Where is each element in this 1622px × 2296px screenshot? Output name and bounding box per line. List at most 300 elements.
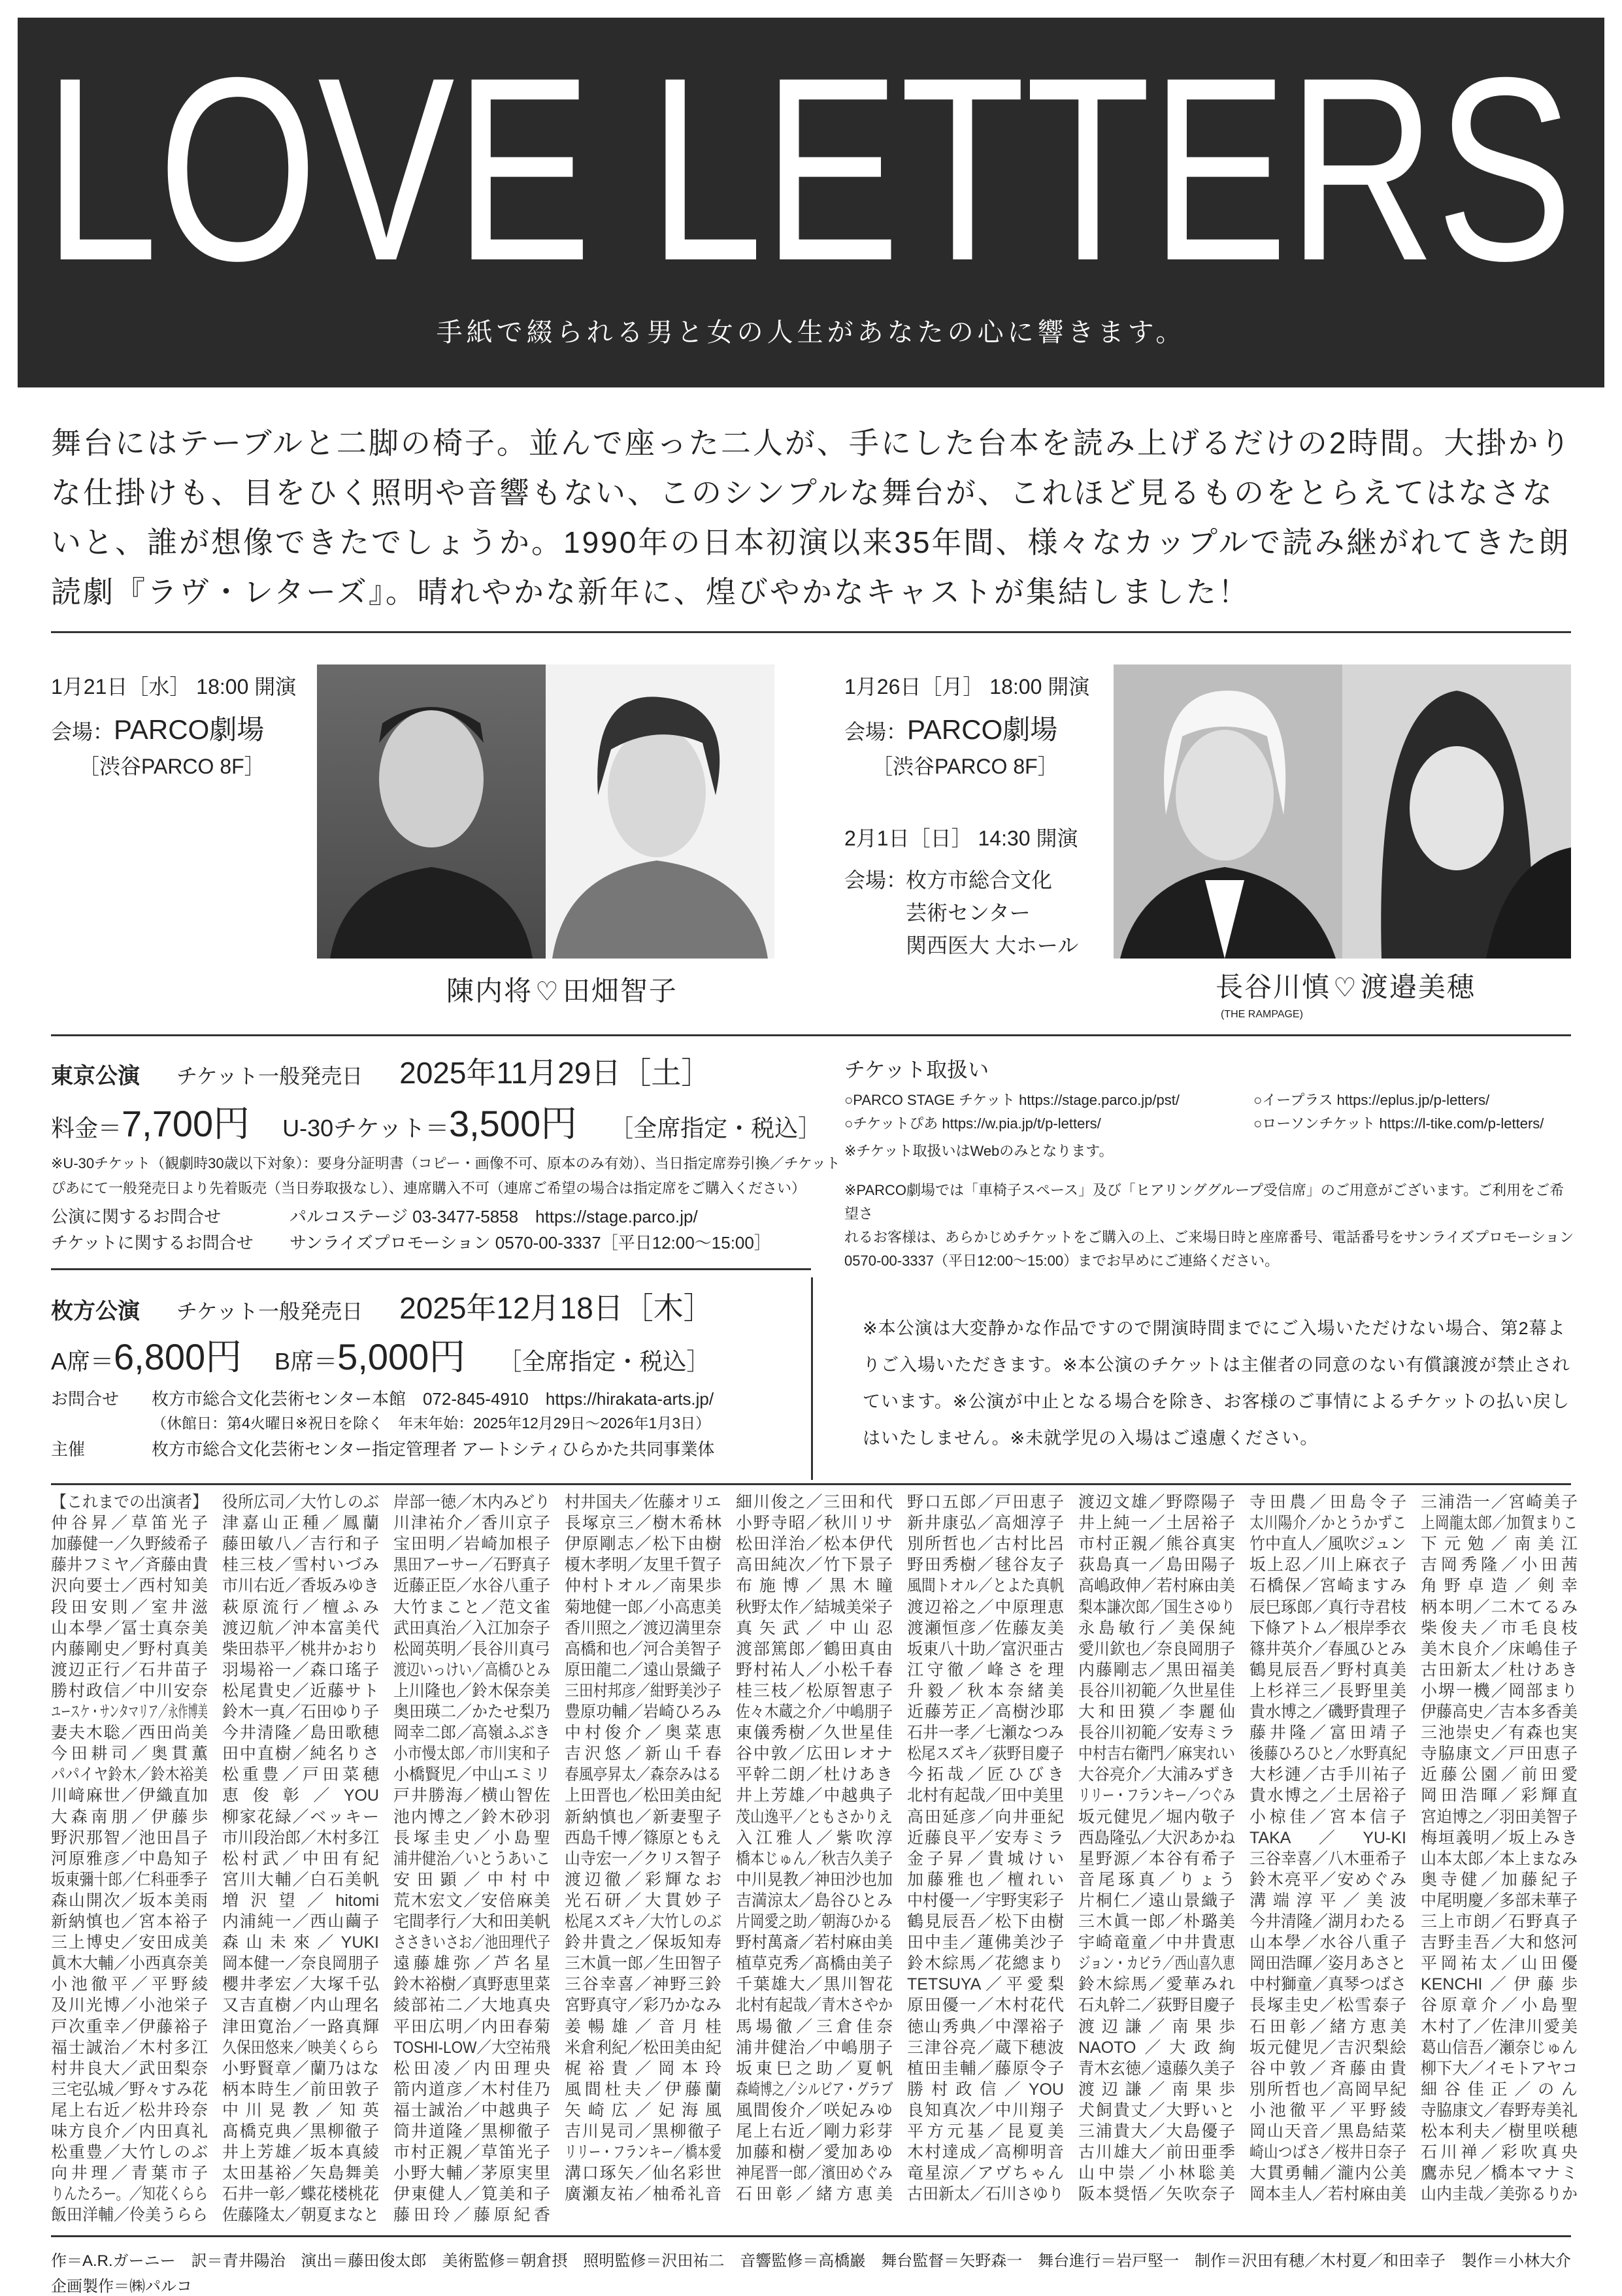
cast-pair: 太川陽介／かとうかずこ (1250, 1514, 1407, 1533)
cast-pair: 及川光博／小池栄子 (51, 1996, 208, 2015)
cast-pair: 村井国夫／佐藤オリエ (565, 1493, 721, 1511)
cast-pair: 寺脇康文／春野寿美礼 (1421, 2101, 1578, 2120)
cast-pair: 綾部祐二／大地真央 (393, 1996, 550, 2015)
cast-pair: 筒井道隆／黒柳徹子 (393, 2122, 550, 2140)
cast-pair: 加藤雅也／檀れい (907, 1870, 1064, 1889)
cast-pair: TETSUYA／平愛梨 (907, 1975, 1064, 1994)
tokyo-sale-label: チケット一般発売日 (176, 1064, 363, 1088)
cast-pair: 浦井健治／中嶋朋子 (736, 2038, 893, 2057)
portrait-image (317, 664, 546, 959)
cast-pair: 吉沢悠／新山千春 (565, 1745, 721, 1763)
cast-pair: 近藤公園／前田愛 (1421, 1765, 1578, 1784)
cast-pair: 飯田洋輔／伶美うらら (51, 2206, 208, 2225)
cast-pair: 片岡愛之助／朝海ひかる (736, 1912, 893, 1931)
cast-pair: 岡山天音／黒島結菜 (1250, 2122, 1406, 2140)
price-value: 7,700円 (122, 1103, 250, 1144)
cast-pair: 竜星涼／アヴちゃん (907, 2164, 1064, 2183)
tokyo-price (51, 1095, 250, 1147)
organizer-label: 主催 (51, 1439, 86, 1459)
cast-pair: 松本利夫／樹里咲穂 (1421, 2122, 1578, 2140)
credit-item: 舞台進行＝岩戸堅一 (1038, 2252, 1180, 2270)
cast-pair: 阪本奨悟／矢吹奈子 (1078, 2185, 1235, 2204)
credit-item: 制作＝沢田有穂／木村夏／和田幸子 (1195, 2252, 1446, 2270)
ticket-outlet-list (844, 1091, 1575, 1133)
divider (51, 631, 1571, 633)
accessibility-note: れるお客様は、あらかじめチケットをご購入の上、ご来場日時と座席番号、電話番号をサンライズプロモーション (844, 1229, 1574, 1245)
portrait-image (1114, 664, 1342, 959)
cast-pair: 三上博史／安田成美 (51, 1933, 208, 1952)
cast-pair: 柳家花緑／ベッキー (222, 1807, 379, 1826)
cast-pair: 鈴木一真／石田ゆり子 (222, 1703, 380, 1721)
cast-pair: 吉満涼太／島谷ひとみ (736, 1891, 893, 1910)
credit-item: 美術監修＝朝倉摂 (442, 2252, 568, 2270)
cast-pair: 上川隆也／鈴木保奈美 (393, 1681, 551, 1700)
cast-pair: 秋野太作／結城美栄子 (736, 1598, 893, 1616)
cast-pair: 橋本じゅん／秋吉久美子 (736, 1849, 893, 1868)
cast-pair: 市川右近／香坂みゆき (222, 1577, 380, 1596)
cast-pair: 髙橋克典／黒柳徹子 (222, 2122, 379, 2140)
cast-pair: 津田寛治／一路真輝 (222, 2017, 379, 2036)
cast-pair: 今田耕司／奥貫薫 (51, 1745, 208, 1763)
cast-pair: 森山未來／YUKI (222, 1933, 379, 1952)
title-logo (18, 18, 1604, 305)
cast-pair: 石川禅／彩吹真央 (1421, 2143, 1578, 2162)
cast-pair: 貴水博之／土居裕子 (1250, 1786, 1406, 1805)
portrait-image (546, 664, 774, 959)
cast-pair: 鈴木亮平／安めぐみ (1250, 1870, 1406, 1889)
cast-pair: ジョン・カビラ／西山喜久恵 (1078, 1954, 1235, 1973)
cast-pair: 廣瀬友祐／柚希礼音 (565, 2185, 721, 2204)
cast-pair: 柳下大／イモトアヤコ (1421, 2059, 1578, 2078)
inquiry-label: 公演に関するお問合せ (51, 1207, 222, 1226)
credit-item: 演出＝藤田俊太郎 (301, 2252, 427, 2270)
cast-pair: 池内博之／鈴木砂羽 (393, 1807, 550, 1826)
cast-pair: 松岡英明／長谷川真弓 (393, 1639, 551, 1658)
cast-pair: 渡辺謙／南果歩 (1078, 2017, 1235, 2036)
cast-pair: 宝田明／岩崎加根子 (393, 1535, 550, 1554)
cast-pair: 柴田恭平／桃井かおり (222, 1639, 380, 1658)
heart-icon: ♡ (1333, 974, 1358, 1002)
cast-pair: 近藤良平／安寿ミラ (907, 1828, 1064, 1847)
cast-pair: 別所哲也／高岡早紀 (1250, 2080, 1406, 2099)
cast-pair: 松尾スズキ／大竹しのぶ (565, 1912, 722, 1931)
credits (51, 2248, 1571, 2296)
cast-pair: 渡辺正行／石井苗子 (51, 1660, 208, 1679)
actor-photo-jinnai (317, 664, 546, 959)
cast-pair: 田中圭／蓮佛美沙子 (907, 1933, 1064, 1952)
cast-pair: 今拓哉／匠ひびき (907, 1765, 1064, 1784)
cast-pair: 角野卓造／剣幸 (1421, 1577, 1578, 1596)
cast-pair: 春風亭昇太／森奈みはる (565, 1765, 722, 1784)
cast-pair: 三谷幸喜／八木亜希子 (1250, 1849, 1407, 1868)
cast-pair: 三木眞一郎／朴璐美 (1078, 1912, 1235, 1931)
cast-pair: 三木眞一郎／生田智子 (565, 1954, 722, 1973)
cast-pair: 別所哲也／古村比呂 (907, 1535, 1064, 1554)
cast-pair: 鈴木綜馬／愛華みれ (1078, 1975, 1235, 1994)
cast-pair: TAKA／YU-KI (1250, 1828, 1406, 1847)
cast-pair: 岡幸二郎／高嶺ふぶき (393, 1724, 551, 1743)
accessibility-note: ※PARCO劇場では「車椅子スペース」及び「ヒアリンググループ受信席」のご用意がございます。ご利用をご希望さ (844, 1182, 1564, 1222)
cast-pair: 鶴見辰吾／野村真美 (1250, 1660, 1406, 1679)
cast-pair: 風間杜夫／伊藤蘭 (565, 2080, 721, 2099)
cast-pair: 渡辺裕之／中原理恵 (907, 1598, 1064, 1616)
cast-pair: 神尾晋一郎／濱田めぐみ (736, 2164, 893, 2183)
credit-item: 音響監修＝高橋巖 (740, 2252, 866, 2270)
cast-pair: 仲谷昇／草笛光子 (51, 1514, 208, 1533)
cast-pair: ユースケ・サンタマリア／永作博美 (51, 1703, 208, 1721)
cast-pair: 篠井英介／春風ひとみ (1250, 1639, 1407, 1658)
cast-pair: 鷹赤兒／橋本マナミ (1421, 2164, 1578, 2183)
cast-pair: 山本學／水谷八重子 (1250, 1933, 1406, 1952)
cast-pair: 馬場徹／三倉佳奈 (736, 2017, 893, 2036)
cast-pair: 長塚京三／樹木希林 (565, 1514, 721, 1533)
cast-pair: 川津祐介／香川京子 (393, 1514, 550, 1533)
cast-pair: 妻夫木聡／西田尚美 (51, 1724, 208, 1743)
cast-pair: 山中崇／小林聡美 (1078, 2164, 1235, 2183)
portrait-image (1342, 664, 1571, 959)
cast-pair: 市川段治郎／木村多江 (222, 1828, 380, 1847)
cast-pair: 藤井隆／富田靖子 (1250, 1724, 1406, 1743)
ticket-outlet-link[interactable]: ○イープラス https://eplus.jp/p-letters/ (1253, 1092, 1490, 1108)
cast-pair: 良知真次／中川翔子 (907, 2101, 1064, 2120)
cast-pair: 松田凌／内田理央 (393, 2059, 550, 2078)
cast-pair: 伊藤高史／吉本多香美 (1421, 1703, 1578, 1721)
cast-pair: 今井清隆／湖月わたる (1250, 1912, 1407, 1931)
cast-pair: 長塚圭史／松雪泰子 (1250, 1996, 1406, 2015)
title-banner (18, 18, 1604, 387)
cast-pair: 野村萬斎／若村麻由美 (736, 1933, 893, 1952)
cast-pair: 吉岡秀隆／小田茜 (1421, 1556, 1578, 1575)
cast-pair: 近藤芳正／高樹沙耶 (907, 1703, 1064, 1721)
cast-pair: 奥田瑛二／かたせ梨乃 (393, 1703, 551, 1721)
inquiry-value: サンライズプロモーション 0570-00-3337［平日12:00〜15:00］ (290, 1233, 771, 1253)
cast-pair: 岡本圭人／若村麻由美 (1250, 2185, 1407, 2204)
cast-pair: パパイヤ鈴木／鈴木裕美 (51, 1765, 208, 1784)
cast-pair: 布施博／黒木瞳 (736, 1577, 893, 1596)
u30-note: ぴあにて一般発売日より先着販売（当日券取扱なし）、連席購入不可（連席ご希望の場合は指定席をご購入ください） (51, 1180, 806, 1196)
cast-pair: 中村優一／宇野実彩子 (907, 1891, 1065, 1910)
cast-pair: 森山開次／坂本美雨 (51, 1891, 208, 1910)
intro-paragraph: 舞台にはテーブルと二脚の椅子。並んで座った二人が、手にした台本を読み上げるだけの2時間。大掛かりな仕掛けも、目をひく照明や音響もない、このシンプルな舞台が、これほど見るものをとらえてはなさないと、誰が想像できたでしょうか。1990年の日本初演以来35年間、様々なカップルで読み継がれてきた朗読劇『ラヴ・レターズ』。晴れやかな新年に、煌びやかなキャストが集結しました！ (51, 426, 1572, 609)
cast-pair: 後藤ひろひと／水野真紀 (1250, 1745, 1407, 1763)
cast-pair: 鈴木綜馬／花總まり (907, 1954, 1064, 1973)
cast-pair: 青木玄徳／遠藤久美子 (1078, 2059, 1236, 2078)
cast-pair: 梅垣義明／坂上みき (1421, 1828, 1578, 1847)
u30-value: 3,500円 (448, 1103, 578, 1144)
cast-pair: 宇崎竜童／中井貴恵 (1078, 1933, 1235, 1952)
cast-pair: 米倉利紀／松田美由紀 (565, 2038, 722, 2057)
cast-pair: 勝村政信／YOU (907, 2080, 1064, 2099)
cast-pair: 中村獅童／真琴つばさ (1250, 1975, 1407, 1994)
cast-pair: 小椋佳／宮本信子 (1250, 1807, 1406, 1826)
cast-pair: 荒木宏文／安倍麻美 (393, 1891, 550, 1910)
actress-name: 渡邉美穂 (1360, 972, 1476, 1002)
cast-pair: 三池崇史／有森也実 (1421, 1724, 1578, 1743)
cast-pair: 野田秀樹／毬谷友子 (907, 1556, 1064, 1575)
cast-pair: 鈴木裕樹／真野恵里菜 (393, 1975, 551, 1994)
cast-pair: 三上市朗／石野真子 (1421, 1912, 1578, 1931)
cast-pair: 音尾琢真／りょう (1078, 1870, 1235, 1889)
cast-pair: 箭内道彦／木村佳乃 (393, 2080, 550, 2099)
cast-pair: 細川俊之／三田和代 (736, 1493, 893, 1511)
hirakata-label: 枚方公演 (51, 1299, 140, 1324)
tickets-heading: チケット取扱い (844, 1058, 989, 1081)
cast-pair: 竹中直人／風吹ジュン (1250, 1535, 1406, 1554)
hirakata-sale-date: 2025年12月18日［木］ (399, 1291, 714, 1325)
cast-pair: 中川晃教／知英 (222, 2101, 379, 2120)
cast-pair: 寺脇康文／戸田恵子 (1421, 1745, 1578, 1763)
cast-pair: 坂東彌十郎／仁科亜季子 (51, 1870, 208, 1889)
cast-pair: 佐藤隆太／朝夏まなと (222, 2206, 380, 2225)
cast-pair: 久保田悠来／映美くらら (222, 2038, 380, 2057)
cast-pair: 渡辺謙／南果歩 (1078, 2080, 1235, 2099)
cast-pair: 平幹二朗／杜けあき (736, 1765, 893, 1784)
cast-pair: 長塚圭史／小島聖 (393, 1828, 550, 1847)
cast-pair: 姜暢雄／音月桂 (565, 2017, 721, 2036)
cast-pair: 中尾明慶／多部未華子 (1421, 1891, 1578, 1910)
cast-pair: 松尾貴史／近藤サト (222, 1681, 379, 1700)
ticket-outlet-link[interactable]: ○ローソンチケット https://l-tike.com/p-letters/ (1253, 1115, 1544, 1132)
cast-pair: 尾上右近／剛力彩芽 (736, 2122, 893, 2140)
cast-pair: 細谷佳正／のん (1421, 2080, 1578, 2099)
cast-pair: 森崎博之／シルビア・グラブ (736, 2080, 893, 2099)
cast-pair: 小堺一機／岡部まり (1421, 1681, 1578, 1700)
actor-name: 長谷川慎 (1216, 972, 1331, 1002)
cast-pair: 三津谷亮／蔵下穂波 (907, 2038, 1064, 2057)
cast-pair: 坂元健児／堀内敬子 (1078, 1807, 1235, 1826)
cast-pair: 岡田浩暉／姿月あさと (1250, 1954, 1407, 1973)
perf3-venue-line: 枚方市総合文化 (906, 868, 1053, 892)
cast-pair: 石橋保／宮崎ますみ (1250, 1577, 1406, 1596)
cast-pair: 藤田玲／藤原紀香 (393, 2206, 550, 2225)
cast-pair: 高田延彦／向井亜紀 (907, 1807, 1064, 1826)
cast-pair: 高田純次／竹下景子 (736, 1556, 893, 1575)
cast-pair: 東儀秀樹／久世星佳 (736, 1724, 893, 1743)
cast-pair: 美木良介／床嶋佳子 (1421, 1639, 1578, 1658)
closed-days-note: （休館日：第4火曜日※祝日を除く 年末年始：2025年12月29日〜2026年1月3日） (152, 1415, 711, 1432)
cast-pair: 福士誠治／木村多江 (51, 2038, 208, 2057)
pair-names-2 (1216, 966, 1476, 1005)
a-seat-value: 6,800円 (114, 1336, 242, 1377)
cast-pair: 高嶋政伸／若村麻由美 (1078, 1577, 1236, 1596)
cast-pair: 宅間孝行／大和田美帆 (393, 1912, 551, 1931)
cast-pair: 藤井フミヤ／斉藤由貴 (51, 1556, 208, 1575)
cast-pair: 仲村トオル／南果歩 (565, 1577, 721, 1596)
cast-pair: 菊地健一郎／小高恵美 (565, 1598, 722, 1616)
divider (51, 1268, 811, 1270)
cast-pair: 山本學／冨士真奈美 (51, 1618, 208, 1637)
cast-pair: 坂東八十助／富沢亜古 (907, 1639, 1065, 1658)
u30-note: ※U-30チケット（観劇時30歳以下対象）：要身分証明書（コピー・画像不可、原本のみ有効）、当日指定席券引換／チケット (51, 1155, 840, 1172)
actor-name: 陳内将 (446, 976, 533, 1006)
cast-pair: 大竹まこと／范文雀 (393, 1598, 550, 1616)
cast-pair: 櫻井孝宏／大塚千弘 (222, 1975, 379, 1994)
cast-pair: 市村正親／熊谷真実 (1078, 1535, 1235, 1554)
cast-pair: 近藤正臣／水谷八重子 (393, 1577, 551, 1596)
past-cast-heading: 【これまでの出演者】 (51, 1493, 208, 1511)
cast-pair: ささきいさお／池田理代子 (393, 1933, 551, 1952)
cast-pair: 渡辺文雄／野際陽子 (1078, 1493, 1235, 1511)
cast-pair: 勝村政信／中川安奈 (51, 1681, 208, 1700)
cast-pair: 川﨑麻世／伊織直加 (51, 1786, 208, 1805)
ticket-outlet-link[interactable]: ○PARCO STAGE チケット https://stage.parco.jp/pst/ (844, 1092, 1180, 1108)
perf1-date: 1月21日［水］ 18:00 開演 (51, 675, 297, 698)
cast-pair: 三谷幸喜／神野三鈴 (565, 1975, 721, 1994)
cast-pair: 香川照之／渡辺満里奈 (565, 1618, 722, 1637)
actor-group: (THE RAMPAGE) (1221, 1009, 1303, 1020)
cast-pair: 溝口琢矢／仙名彩世 (565, 2164, 721, 2183)
cast-pair: 黒田アーサー／石野真子 (393, 1556, 551, 1575)
cast-pair: 高橋和也／河合美智子 (565, 1639, 722, 1658)
cast-pair: 長谷川初範／安寿ミラ (1078, 1724, 1236, 1743)
cast-pair: 桂三枝／雪村いづみ (222, 1556, 379, 1575)
cast-pair: リリー・フランキー／つぐみ (1078, 1786, 1236, 1805)
seat-note: ［全席指定・税込］ (498, 1348, 710, 1375)
perf2-venue-sub: ［渋谷PARCO 8F］ (872, 755, 1059, 778)
cast-pair: 寺田農／田島令子 (1250, 1493, 1406, 1511)
cast-pair: 伊原剛志／松下由樹 (565, 1535, 721, 1554)
cast-pair: 木村了／佐津川愛美 (1421, 2017, 1578, 2036)
organizer-value: 枚方市総合文化芸術センター指定管理者 アートシティひらかた共同事業体 (152, 1439, 715, 1459)
cast-pair: 荻島真一／島田陽子 (1078, 1556, 1235, 1575)
cast-pair: 鈴井貴之／保坂知寿 (565, 1933, 721, 1952)
cast-pair: 坂上忍／川上麻衣子 (1250, 1556, 1406, 1575)
cast-pair: 西島千博／篠原ともえ (565, 1828, 722, 1847)
credit-item: 訳＝青井陽治 (191, 2252, 286, 2270)
credit-item: 照明監修＝沢田祐二 (583, 2252, 725, 2270)
venue-name: PARCO劇場 (907, 714, 1058, 745)
a-seat-price (51, 1328, 242, 1381)
cast-pair: 奥寺健／加藤紀子 (1421, 1870, 1578, 1889)
hirakata-price-row (51, 1328, 710, 1381)
cast-pair: 谷中敦／斉藤由貴 (1250, 2059, 1406, 2078)
cast-pair: 戸井勝海／横山智佐 (393, 1786, 550, 1805)
cast-pair: 宮野真守／彩乃かなみ (565, 1996, 722, 2015)
cast-pair: 渡辺いっけい／高橋ひとみ (393, 1660, 551, 1679)
a-seat-label: A席＝ (51, 1348, 114, 1375)
cast-pair: 石田彰／緒方恵美 (736, 2185, 893, 2204)
cast-pair: 原田龍二／遠山景織子 (565, 1660, 722, 1679)
subtitle: 手紙で綴られる男と女の人生があなたの心に響きます。 (436, 318, 1186, 347)
cast-pair: 内藤剛志／黒田福美 (1078, 1660, 1235, 1679)
cast-pair: 佐々木蔵之介／中嶋朋子 (736, 1703, 893, 1721)
cast-pair: 井上芳雄／中越典子 (736, 1786, 893, 1805)
actor-photo-tabata (546, 664, 774, 959)
u30-label: U-30チケット＝ (282, 1115, 449, 1141)
cast-pair: 辰巳琢郎／真行寺君枝 (1250, 1598, 1407, 1616)
cast-pair: 吉川晃司／黒柳徹子 (565, 2122, 721, 2140)
cast-pair: 沢向要士／西村知美 (51, 1577, 208, 1596)
perf3-venue-label: 会場： (844, 868, 908, 892)
venue-label: 会場： (844, 720, 908, 744)
cast-pair: 安田顕／中村中 (393, 1870, 550, 1889)
cast-pair: 片桐仁／遠山景織子 (1078, 1891, 1235, 1910)
perf3-venue-line: 関西医大 大ホール (906, 934, 1079, 957)
credit-item: 製作＝小林大介 (1461, 2252, 1571, 2270)
cast-pair: 加藤健一／久野綾希子 (51, 1535, 208, 1554)
cast-pair: 鶴見辰吾／松下由樹 (907, 1912, 1064, 1931)
cast-pair: 徳山秀典／中澤裕子 (907, 2017, 1064, 2036)
perf1-venue (51, 708, 264, 747)
cast-pair: 尾上右近／松井玲奈 (51, 2101, 208, 2120)
cast-pair: 野口五郎／戸田恵子 (907, 1493, 1064, 1511)
cast-pair: 小野賢章／蘭乃はな (222, 2059, 379, 2078)
cast-pair: 入江雅人／紫吹淳 (736, 1828, 893, 1847)
cast-pair: 武田真治／入江加奈子 (393, 1618, 551, 1637)
cast-pair: 古田新太／杜けあき (1421, 1660, 1578, 1679)
cast-pair: 津嘉山正種／鳳蘭 (222, 1514, 379, 1533)
cast-pair: 伊東健人／筧美和子 (393, 2185, 550, 2204)
cast-pair: 三浦貴大／大島優子 (1078, 2122, 1235, 2140)
cast-pair: リリー・フランキー／橋本愛 (565, 2143, 722, 2162)
inquiry-label: チケットに関するお問合せ (51, 1233, 254, 1253)
cast-pair: 榎木孝明／友里千賀子 (565, 1556, 722, 1575)
cast-pair: 村井良大／武田梨奈 (51, 2059, 208, 2078)
cast-pair: KENCHI／伊藤歩 (1421, 1975, 1578, 1994)
cast-pair: 新井康弘／高畑淳子 (907, 1514, 1064, 1533)
cast-pair: 永島敏行／美保純 (1078, 1618, 1235, 1637)
cast-pair: 河原雅彦／中島知子 (51, 1849, 208, 1868)
cast-pair: 野沢那智／池田昌子 (51, 1828, 208, 1847)
cast-pair: 石井一孝／七瀬なつみ (907, 1724, 1065, 1743)
cast-pair: 上岡龍太郎／加賀まりこ (1421, 1514, 1578, 1533)
cast-pair: 千葉雄大／黒川智花 (736, 1975, 893, 1994)
cast-pair: 坂東巳之助／夏帆 (736, 2059, 893, 2078)
pair-names-1 (446, 970, 678, 1009)
tokyo-price-row (51, 1095, 821, 1147)
cast-pair: 西島隆弘／大沢あかね (1078, 1828, 1236, 1847)
cast-pair: 浦井健治／いとうあいこ (393, 1849, 551, 1868)
cast-pair: 恵俊彰／YOU (222, 1786, 379, 1805)
cast-pair: 石井一彰／蝶花楼桃花 (222, 2185, 380, 2204)
b-seat-price (274, 1328, 465, 1381)
cast-pair: 中村俊介／奥菜恵 (565, 1724, 721, 1743)
cast-pair: 松尾スズキ／荻野目慶子 (907, 1745, 1065, 1763)
web-only-note: ※チケット取扱いはWebのみとなります。 (844, 1143, 1114, 1159)
u30-price (282, 1095, 577, 1147)
perf3-venue-line: 芸術センター (906, 901, 1031, 925)
cast-pair: 山本太郎／本上まなみ (1421, 1849, 1578, 1868)
cast-pair: 石田彰／緒方恵美 (1250, 2017, 1406, 2036)
divider (51, 1483, 1571, 1485)
credit-item: 舞台監督＝矢野森一 (881, 2252, 1023, 2270)
cast-pair: 宮迫博之／羽田美智子 (1421, 1807, 1578, 1826)
cast-pair: 茂山逸平／ともさかりえ (736, 1807, 893, 1826)
cast-pair: 植草克秀／髙橋由美子 (736, 1954, 893, 1973)
ticket-outlet-link[interactable]: ○チケットぴあ https://w.pia.jp/t/p-letters/ (844, 1115, 1101, 1132)
cast-pair: 谷原章介／小島聖 (1421, 1996, 1578, 2015)
cast-pair: 桂三枝／松原智恵子 (736, 1681, 893, 1700)
cast-pair: 眞木大輔／小西真奈美 (51, 1954, 208, 1973)
cast-pair: 味方良介／内田真礼 (51, 2122, 208, 2140)
seat-note: ［全席指定・税込］ (610, 1115, 822, 1141)
cast-pair: りんたろー。／知花くらら (51, 2185, 208, 2204)
cast-pair: 大森南朋／伊藤歩 (51, 1807, 208, 1826)
divider (51, 1034, 1571, 1036)
cast-pair: 真矢武／中山忍 (736, 1618, 893, 1637)
b-seat-value: 5,000円 (337, 1336, 466, 1377)
cast-pair: 北村有起哉／青木さやか (736, 1996, 893, 2015)
cast-pair: 上田晋也／松田美由紀 (565, 1786, 722, 1805)
cast-pair: 矢崎広／妃海風 (565, 2101, 721, 2120)
cast-pair: 小野寺昭／秋川リサ (736, 1514, 893, 1533)
cast-pair: 溝端淳平／美波 (1250, 1891, 1406, 1910)
cast-pair: 平田広明／内田春菊 (393, 2017, 550, 2036)
credit-item: 企画製作＝㈱パルコ (51, 2278, 192, 2295)
price-label: 料金＝ (51, 1115, 122, 1141)
cast-pair: 山寺宏一／クリス智子 (565, 1849, 721, 1868)
cast-pair: 下元勉／南美江 (1421, 1535, 1578, 1554)
